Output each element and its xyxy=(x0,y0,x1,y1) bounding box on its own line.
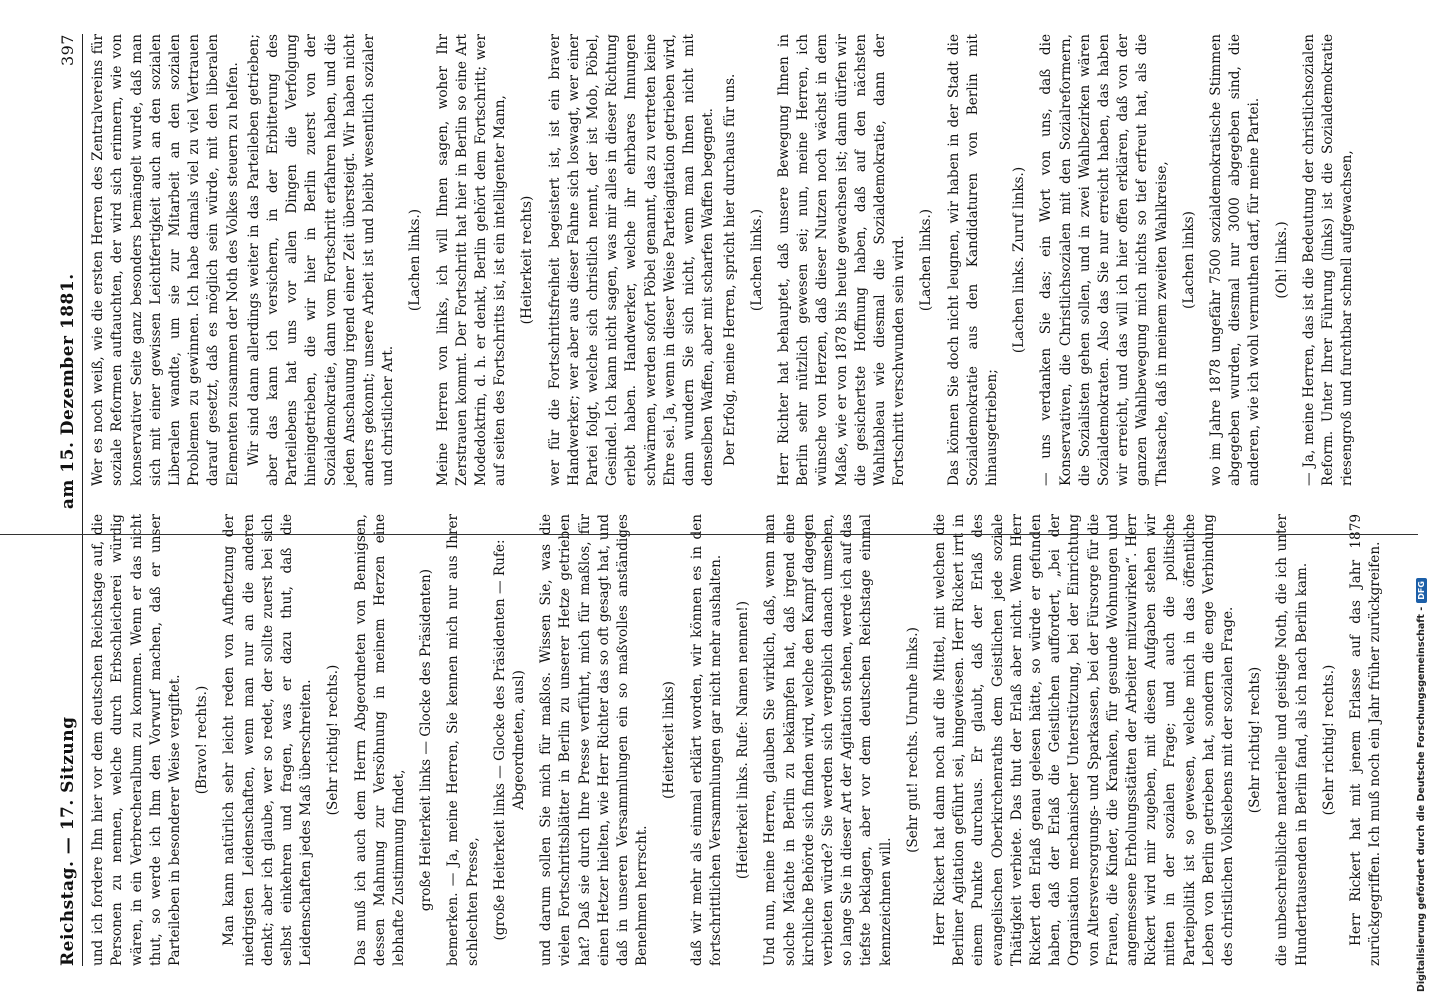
paragraph: — uns verdanken Sie das; ein Wort von uns, daß die Konservativen, die Christlichsozialen mit den Sozialreformern, die Sozialisten gehen sollen, und in zwei Wahlbezirken wären Sozialdemokraten. Also das Sie nur erreicht haben, das haben wir erreicht, und das will ich hier offen erklären, daß von der ganzen Wahlbewegung mich nichts so tief erfreut hat, als die Thatsache, daß in meinem zweiten Wahlkreise, xyxy=(1038,34,1170,486)
paragraph: Das muß ich auch dem Herrn Abgeordneten von Bennigsen, dessen Mahnung zur Versöhnung in meinem Herzen eine lebhafte Zustimmung findet, xyxy=(352,514,408,966)
paragraph: und darum sollen Sie mich für maßlos. Wissen Sie, was die vielen Fortschrittsblätter in Berlin zu unserer Hetze getrieben hat? Daß sie durch Ihre Presse verführt, mich für maßlos, für einen Hetzer hielten, wie Herr Richter das so oft gesagt hat, und daß in unseren Versammlungen ein so maßvolles anständiges Benehmen herrscht. xyxy=(538,514,651,966)
text-columns xyxy=(89,34,1384,966)
stage-direction: (große Heiterkeit links — Glocke des Präsidenten — Rufe: Abgeordneten, ausl) xyxy=(491,539,528,941)
stage-direction: (Lachen links.) xyxy=(407,208,424,312)
page-number: 397 xyxy=(58,34,77,67)
dfg-credit-strip xyxy=(1410,0,1432,1000)
stage-direction: (Sehr richtig! rechts.) xyxy=(325,664,342,816)
paragraph: Und nun, meine Herren, glauben Sie wirklich, daß, wenn man solche Mächte in Berlin zu bekämpfen hat, daß irgend eine kirchliche Behörde sich finden wird, welche den Kampf dagegen verbieten würde? Sie werden sich vergeblich danach umsehen, so lange Sie in dieser Art der Agitation stehen, werde ich auf das tiefste beklagen, aber vor dem deutschen Reichstage einmal kennzeichnen will. xyxy=(762,514,894,966)
paragraph: die unbeschreibliche materielle und geistige Noth, die ich unter Hunderttausenden in Berlin fand, als ich nach Berlin kam. xyxy=(1274,514,1310,966)
stage-direction: (Sehr gut! rechts. Unruhe links.) xyxy=(904,627,921,853)
paragraph: Herr Richter hat behauptet, daß unsere Bewegung Ihnen in Berlin sehr nützlich gewesen sei; nun, meine Herren, ich wünsche von Herzen, daß dieser Nutzen noch wächst in dem Maße, wie er von 1878 bis heute gewachsen ist; dann dürfen wir die gesichertste Hoffnung haben, daß auf den nächsten Wahltableau wie diesmal die Sozialdemokratie, dann der Fortschritt verschwunden sein wird. xyxy=(775,34,908,486)
header-left: Reichstag. — 17. Sitzung xyxy=(58,716,78,966)
paragraph: Das können Sie doch nicht leugnen, wir haben in der Stadt die Sozialdemokratie aus den Kandidaturen von Berlin mit hinausgetrieben; xyxy=(945,34,1000,486)
paragraph: wer für die Fortschrittsfreiheit begeistert ist, ist ein braver Handwerker; wer aber aus dieser Fahne sich loswagt, wer einer Partei folgt, welche sich christlich nennt, der ist Mob, Pöbel, Gesindel. Ich kann nicht sagen, was mir alles in dieser Richtung erlebt haben. Handwerker, welche ihr ehrbares Innungen schwärmen, werden sofort Pöbel genannt, das zu vertreten keine Ehre sei. Ja, wenn in dieser Weise Parteiagitation getrieben wird, dann wundern Sie sich nicht, wenn man Ihnen nicht mit denselben Waffen, aber mit scharfen Waffen begegnet. xyxy=(546,34,717,486)
stage-direction: (Lachen links.) xyxy=(748,208,765,312)
stage-direction: (Lachen links. Zuruf links.) xyxy=(1011,166,1028,354)
paragraph: Man kann natürlich sehr leicht reden von Aufhetzung der niedrigsten Leidenschaften, wenn man nur an die anderen denkt; aber ich glaube, wer so redet, der sollte zuerst bei sich selbst einkehren und fragen, was er dazu thut, daß die Leidenschaften jedes Maß überschreiten. xyxy=(221,514,315,966)
right-column xyxy=(89,34,1356,486)
paragraph: und ich fordere Ihn hier vor dem deutschen Reichstage auf, die Personen zu nennen, welche durch Erbschleicherei würdig wären, in ein Verbrecheralbum zu kommen. Wenn er das nicht thut, so werde ich Ihm den Vorwurf machen, daß er unser Parteileben in besonderer Weise vergiftet. xyxy=(90,514,184,966)
stage-direction: (Sehr richtig! rechts.) xyxy=(1320,664,1337,816)
column-divider xyxy=(0,534,1418,535)
page-header xyxy=(58,34,83,966)
stage-direction: große Heiterkeit links — Glocke des Präsidenten) xyxy=(418,568,435,912)
paragraph: bemerken. — Ja, meine Herren, Sie kennen mich nur aus Ihrer schlechten Presse, xyxy=(445,514,481,966)
paragraph: Herr Rickert hat mit jenem Erlasse auf das Jahr 1879 zurückgegriffen. Ich muß noch ein Jahr früher zurückgreifen. xyxy=(1347,514,1384,966)
left-column xyxy=(89,514,1384,966)
paragraph: Meine Herren von links, ich will Ihnen sagen, woher Ihr Zerstrauen kommt. Der Fortschritt hat hier in Berlin so eine Art Modedoktrin, d. h. er denkt, Berlin gehört dem Fortschritt; wer auf seiten des Fortschritts ist, ist ein intelligenter Mann, xyxy=(434,34,509,486)
paragraph: Wir sind dann allerdings weiter in das Parteileben getrieben; aber das kann ich versichern, in der Erbitterung des Parteilebens hat uns vor allen Dingen die Verfolgung hineingetrieben, die wir hier in Berlin zuerst von der Sozialdemokratie, dann vom Fortschritt erfahren haben, und die jeden Anschauung irgend einer Zeit übersteigt. Wir haben nicht anders gekonnt; unsere Arbeit ist und bleibt wesentlich sozialer und christlicher Art. xyxy=(245,34,397,486)
paragraph: Der Erfolg, meine Herren, spricht hier durchaus für uns. xyxy=(721,73,738,466)
stage-direction: (Bravo! rechts.) xyxy=(194,685,211,795)
stage-direction: (Lachen links) xyxy=(1180,211,1197,309)
dfg-logo: DFG xyxy=(1416,578,1427,603)
stage-direction: (Sehr richtig! rechts) xyxy=(1247,666,1264,814)
paragraph: daß wir mehr als einmal erklärt worden, wir können es in den fortschrittlichen Versammlungen gar nicht mehr aushalten. xyxy=(688,514,724,966)
dfg-credit-text: Digitalisierung gefördert durch die Deutsche Forschungsgemeinschaft - xyxy=(1415,606,1427,992)
stage-direction: (Heiterkeit links) xyxy=(661,681,678,799)
paragraph: Herr Rickert hat dann noch auf die Mittel, mit welchen die Berliner Agitation geführt sei, hingewiesen. Herr Rickert irrt in einem Punkte durchaus. Er glaubt, daß der Erlaß des evangelischen Oberkirchenraths dem Geistlichen jede soziale Thätigkeit verbiete. Das thut der Erlaß aber nicht. Wenn Herr Rickert den Erlaß genau gelesen hätte, so würde er gefunden haben, daß der Erlaß die Geistlichen auffordert, „bei der Organisation mechanischer Unterstützung, bei der Einrichtung von Altersversorgungs- und Sparkassen, bei der Fürsorge für die Frauen, die Kinder, die Kranken, für gesunde Wohnungen und angemessene Erholungsstätten der Arbeiter mitzuwirken“. Herr Rickert wird mir zugeben, mit diesen Aufgaben stehen wir mitten in der sozialen Frage; und auch die politische Parteipolitik ist so gewesen, welche mich in das öffentliche Leben von Berlin getrieben hat, sondern die enge Verbindung des christlichen Volkslebens mit der sozialen Frage. xyxy=(931,514,1236,966)
stage-direction: (Heiterkeit links. Rufe: Namen nennen!) xyxy=(735,600,752,880)
paragraph: Wer es noch weiß, wie die ersten Herren des Zentralvereins für soziale Reformen auftauchten, der wird sich erinnern, wie von konservativer Seite ganz besonders bemängelt wurde, daß man sich mit einer gewissen Leichtfertigkeit auch an den sozialen Liberalen wandte, um sie zur Mitarbeit an den sozialen Problemen zu gewinnen. Ich habe damals viel zu viel Vertrauen darauf gesetzt, daß es möglich sein würde, mit den liberalen Elementen zusammen der Noth des Volkes steuern zu helfen. xyxy=(90,34,241,486)
paragraph: wo im Jahre 1878 ungefähr 7500 sozialdemokratische Stimmen abgegeben wurden, diesmal nur 3000 abgegeben sind, die anderen, wie ich wohl vermuthen darf, für meine Partei. xyxy=(1207,34,1263,486)
header-date: am 15. Dezember 1881. xyxy=(58,273,78,510)
stage-direction: (Heiterkeit rechts) xyxy=(519,195,536,325)
stage-direction: (Lachen links.) xyxy=(918,208,935,312)
stage-direction: (Oh! links.) xyxy=(1273,221,1290,299)
paragraph: — Ja, meine Herren, das ist die Bedeutung der christlichsozialen Reform. Unter Ihrer Führung (links) ist die Sozialdemokratie riesengroß und furchtbar schnell aufgewachsen, xyxy=(1300,34,1356,486)
